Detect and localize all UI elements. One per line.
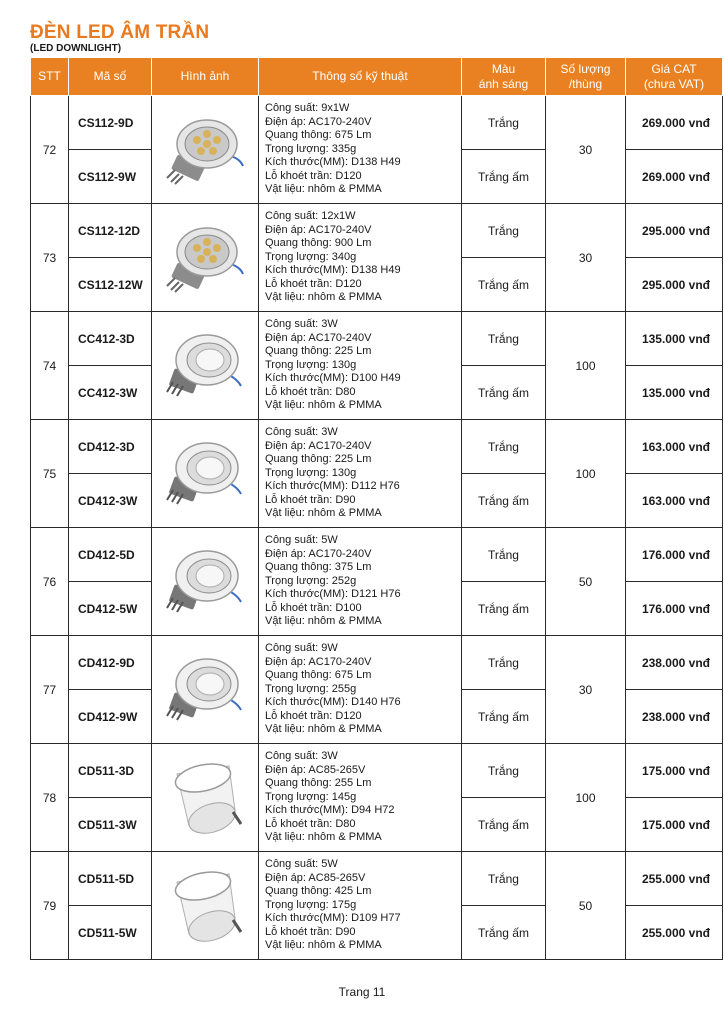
header-price [626, 58, 723, 96]
spec-line: Lỗ khoét trần: D80 [265, 385, 356, 398]
spec-line: Công suất: 9x1W [265, 101, 350, 114]
price-cell: 175.000 vnđ [626, 744, 723, 798]
product-code: CD511-3W [69, 798, 152, 852]
qty-per-box: 30 [546, 96, 626, 204]
downlight-tilted-icon [152, 434, 258, 514]
light-color: Trắng [462, 312, 546, 366]
spec-line: Điện áp: AC170-240V [265, 439, 372, 452]
spec-line: Vật liệu: nhôm & PMMA [265, 291, 382, 304]
spec-line: Vật liệu: nhôm & PMMA [265, 939, 382, 952]
price-cell: 255.000 vnđ [626, 906, 723, 960]
spec-line: Kích thước(MM): D140 H76 [265, 696, 401, 709]
light-color: Trắng ấm [462, 366, 546, 420]
spec-line: Công suất: 5W [265, 533, 338, 546]
product-code: CC412-3D [69, 312, 152, 366]
product-code: CD412-9D [69, 636, 152, 690]
header-image: Hình ảnh [152, 58, 259, 96]
stt-cell: 78 [31, 744, 69, 852]
stt-cell: 73 [31, 204, 69, 312]
table-row [31, 204, 723, 258]
price-cell: 295.000 vnđ [626, 204, 723, 258]
product-code: CD412-3D [69, 420, 152, 474]
light-color: Trắng ấm [462, 798, 546, 852]
spec-line: Công suất: 9W [265, 641, 338, 654]
spec-line: Lỗ khoét trần: D80 [265, 817, 356, 830]
light-color: Trắng [462, 636, 546, 690]
table-row [31, 528, 723, 582]
spec-line: Kích thước(MM): D100 H49 [265, 372, 401, 385]
downlight-gold-lens-icon [152, 110, 258, 190]
spec-line: Trọng lượng: 145g [265, 790, 357, 803]
spec-cell [259, 420, 462, 528]
spec-line: Kích thước(MM): D94 H72 [265, 804, 395, 817]
product-image [152, 636, 259, 744]
spec-line: Trọng lượng: 175g [265, 898, 357, 911]
spec-line: Kích thước(MM): D121 H76 [265, 588, 401, 601]
spec-cell [259, 96, 462, 204]
light-color: Trắng [462, 744, 546, 798]
spec-line: Trọng lượng: 340g [265, 250, 357, 263]
light-color: Trắng ấm [462, 582, 546, 636]
header-color [462, 58, 546, 96]
price-cell: 163.000 vnđ [626, 420, 723, 474]
stt-cell: 79 [31, 852, 69, 960]
price-cell: 238.000 vnđ [626, 636, 723, 690]
qty-per-box: 30 [546, 636, 626, 744]
light-color: Trắng ấm [462, 474, 546, 528]
spec-line: Quang thông: 375 Lm [265, 561, 372, 574]
downlight-white-cup-icon [152, 756, 258, 840]
header-spec: Thông số kỹ thuật [259, 58, 462, 96]
product-code: CD511-5W [69, 906, 152, 960]
table-row [31, 420, 723, 474]
spec-line: Quang thông: 425 Lm [265, 885, 372, 898]
spec-line: Vật liệu: nhôm & PMMA [265, 615, 382, 628]
header-price-line1: Giá CAT [651, 61, 697, 76]
spec-line: Vật liệu: nhôm & PMMA [265, 507, 382, 520]
spec-cell [259, 528, 462, 636]
spec-line: Lỗ khoét trần: D120 [265, 169, 362, 182]
header-qty [546, 58, 626, 96]
spec-cell [259, 312, 462, 420]
product-code: CD412-9W [69, 690, 152, 744]
product-code: CC412-3W [69, 366, 152, 420]
spec-cell [259, 204, 462, 312]
light-color: Trắng ấm [462, 906, 546, 960]
spec-line: Trọng lượng: 335g [265, 142, 357, 155]
header-color-line1: Màu [491, 61, 516, 76]
price-cell: 269.000 vnđ [626, 150, 723, 204]
product-code: CD412-5W [69, 582, 152, 636]
qty-per-box: 100 [546, 744, 626, 852]
qty-per-box: 100 [546, 420, 626, 528]
price-cell: 135.000 vnđ [626, 366, 723, 420]
spec-line: Quang thông: 225 Lm [265, 453, 372, 466]
spec-line: Điện áp: AC85-265V [265, 763, 366, 776]
spec-line: Kích thước(MM): D138 H49 [265, 264, 401, 277]
spec-cell [259, 636, 462, 744]
price-cell: 269.000 vnđ [626, 96, 723, 150]
table-row [31, 744, 723, 798]
spec-line: Kích thước(MM): D138 H49 [265, 156, 401, 169]
spec-line: Lỗ khoét trần: D90 [265, 925, 356, 938]
product-image [152, 744, 259, 852]
spec-line: Vật liệu: nhôm & PMMA [265, 723, 382, 736]
light-color: Trắng [462, 528, 546, 582]
spec-line: Vật liệu: nhôm & PMMA [265, 831, 382, 844]
light-color: Trắng [462, 852, 546, 906]
light-color: Trắng ấm [462, 258, 546, 312]
spec-line: Trọng lượng: 255g [265, 682, 357, 695]
stt-cell: 76 [31, 528, 69, 636]
table-row [31, 312, 723, 366]
price-cell: 255.000 vnđ [626, 852, 723, 906]
price-cell: 295.000 vnđ [626, 258, 723, 312]
spec-line: Điện áp: AC170-240V [265, 331, 372, 344]
light-color: Trắng [462, 96, 546, 150]
spec-line: Kích thước(MM): D112 H76 [265, 480, 400, 493]
header-color-line2: ánh sáng [478, 76, 529, 91]
stt-cell: 75 [31, 420, 69, 528]
product-code: CS112-12W [69, 258, 152, 312]
downlight-tilted-icon [152, 650, 258, 730]
spec-cell [259, 852, 462, 960]
spec-line: Vật liệu: nhôm & PMMA [265, 399, 382, 412]
qty-per-box: 50 [546, 528, 626, 636]
product-table [30, 57, 723, 960]
price-cell: 163.000 vnđ [626, 474, 723, 528]
downlight-tilted-icon [152, 326, 258, 406]
stt-cell: 74 [31, 312, 69, 420]
qty-per-box: 50 [546, 852, 626, 960]
spec-line: Lỗ khoét trần: D120 [265, 277, 362, 290]
spec-line: Vật liệu: nhôm & PMMA [265, 183, 382, 196]
product-image [152, 528, 259, 636]
product-image [152, 204, 259, 312]
price-cell: 135.000 vnđ [626, 312, 723, 366]
stt-cell: 77 [31, 636, 69, 744]
spec-line: Công suất: 3W [265, 749, 338, 762]
product-image [152, 852, 259, 960]
spec-line: Lỗ khoét trần: D120 [265, 709, 362, 722]
spec-line: Trọng lượng: 252g [265, 574, 357, 587]
product-image [152, 96, 259, 204]
light-color: Trắng ấm [462, 150, 546, 204]
spec-line: Điện áp: AC85-265V [265, 871, 366, 884]
spec-line: Công suất: 3W [265, 317, 338, 330]
product-code: CD511-3D [69, 744, 152, 798]
downlight-gold-lens-icon [152, 218, 258, 298]
spec-line: Công suất: 5W [265, 857, 338, 870]
spec-line: Trọng lượng: 130g [265, 358, 357, 371]
header-code: Mã số [69, 58, 152, 96]
spec-cell [259, 744, 462, 852]
light-color: Trắng [462, 420, 546, 474]
spec-line: Lỗ khoét trần: D90 [265, 493, 356, 506]
spec-line: Điện áp: AC170-240V [265, 115, 372, 128]
product-code: CS112-9W [69, 150, 152, 204]
spec-line: Điện áp: AC170-240V [265, 223, 372, 236]
spec-line: Trọng lượng: 130g [265, 466, 357, 479]
header-stt: STT [31, 58, 69, 96]
qty-per-box: 30 [546, 204, 626, 312]
product-image [152, 312, 259, 420]
product-code: CS112-12D [69, 204, 152, 258]
light-color: Trắng [462, 204, 546, 258]
table-header-row [31, 58, 723, 96]
price-cell: 176.000 vnđ [626, 582, 723, 636]
spec-line: Quang thông: 225 Lm [265, 345, 372, 358]
table-row [31, 96, 723, 150]
product-image [152, 420, 259, 528]
product-code: CD412-5D [69, 528, 152, 582]
table-body [31, 96, 723, 960]
stt-cell: 72 [31, 96, 69, 204]
header-qty-line2: /thùng [568, 76, 603, 91]
spec-line: Lỗ khoét trần: D100 [265, 601, 362, 614]
light-color: Trắng ấm [462, 690, 546, 744]
spec-line: Công suất: 12x1W [265, 209, 356, 222]
table-row [31, 636, 723, 690]
price-cell: 175.000 vnđ [626, 798, 723, 852]
spec-line: Điện áp: AC170-240V [265, 655, 372, 668]
spec-line: Công suất: 3W [265, 425, 338, 438]
page-number: Trang 11 [338, 985, 386, 999]
qty-per-box: 100 [546, 312, 626, 420]
spec-line: Quang thông: 255 Lm [265, 777, 372, 790]
price-cell: 176.000 vnđ [626, 528, 723, 582]
product-code: CD412-3W [69, 474, 152, 528]
downlight-tilted-icon [152, 542, 258, 622]
price-cell: 238.000 vnđ [626, 690, 723, 744]
spec-line: Kích thước(MM): D109 H77 [265, 912, 401, 925]
header-qty-line1: Số lượng [560, 61, 611, 76]
product-code: CD511-5D [69, 852, 152, 906]
page-title: ĐÈN LED ÂM TRẦN [30, 22, 210, 43]
spec-line: Quang thông: 675 Lm [265, 129, 372, 142]
spec-line: Điện áp: AC170-240V [265, 547, 372, 560]
spec-line: Quang thông: 900 Lm [265, 237, 372, 250]
spec-line: Quang thông: 675 Lm [265, 669, 372, 682]
header-price-line2: (chưa VAT) [643, 76, 705, 91]
downlight-white-cup-icon [152, 864, 258, 948]
product-code: CS112-9D [69, 96, 152, 150]
page-subtitle: (LED DOWNLIGHT) [30, 43, 122, 54]
table-row [31, 852, 723, 906]
